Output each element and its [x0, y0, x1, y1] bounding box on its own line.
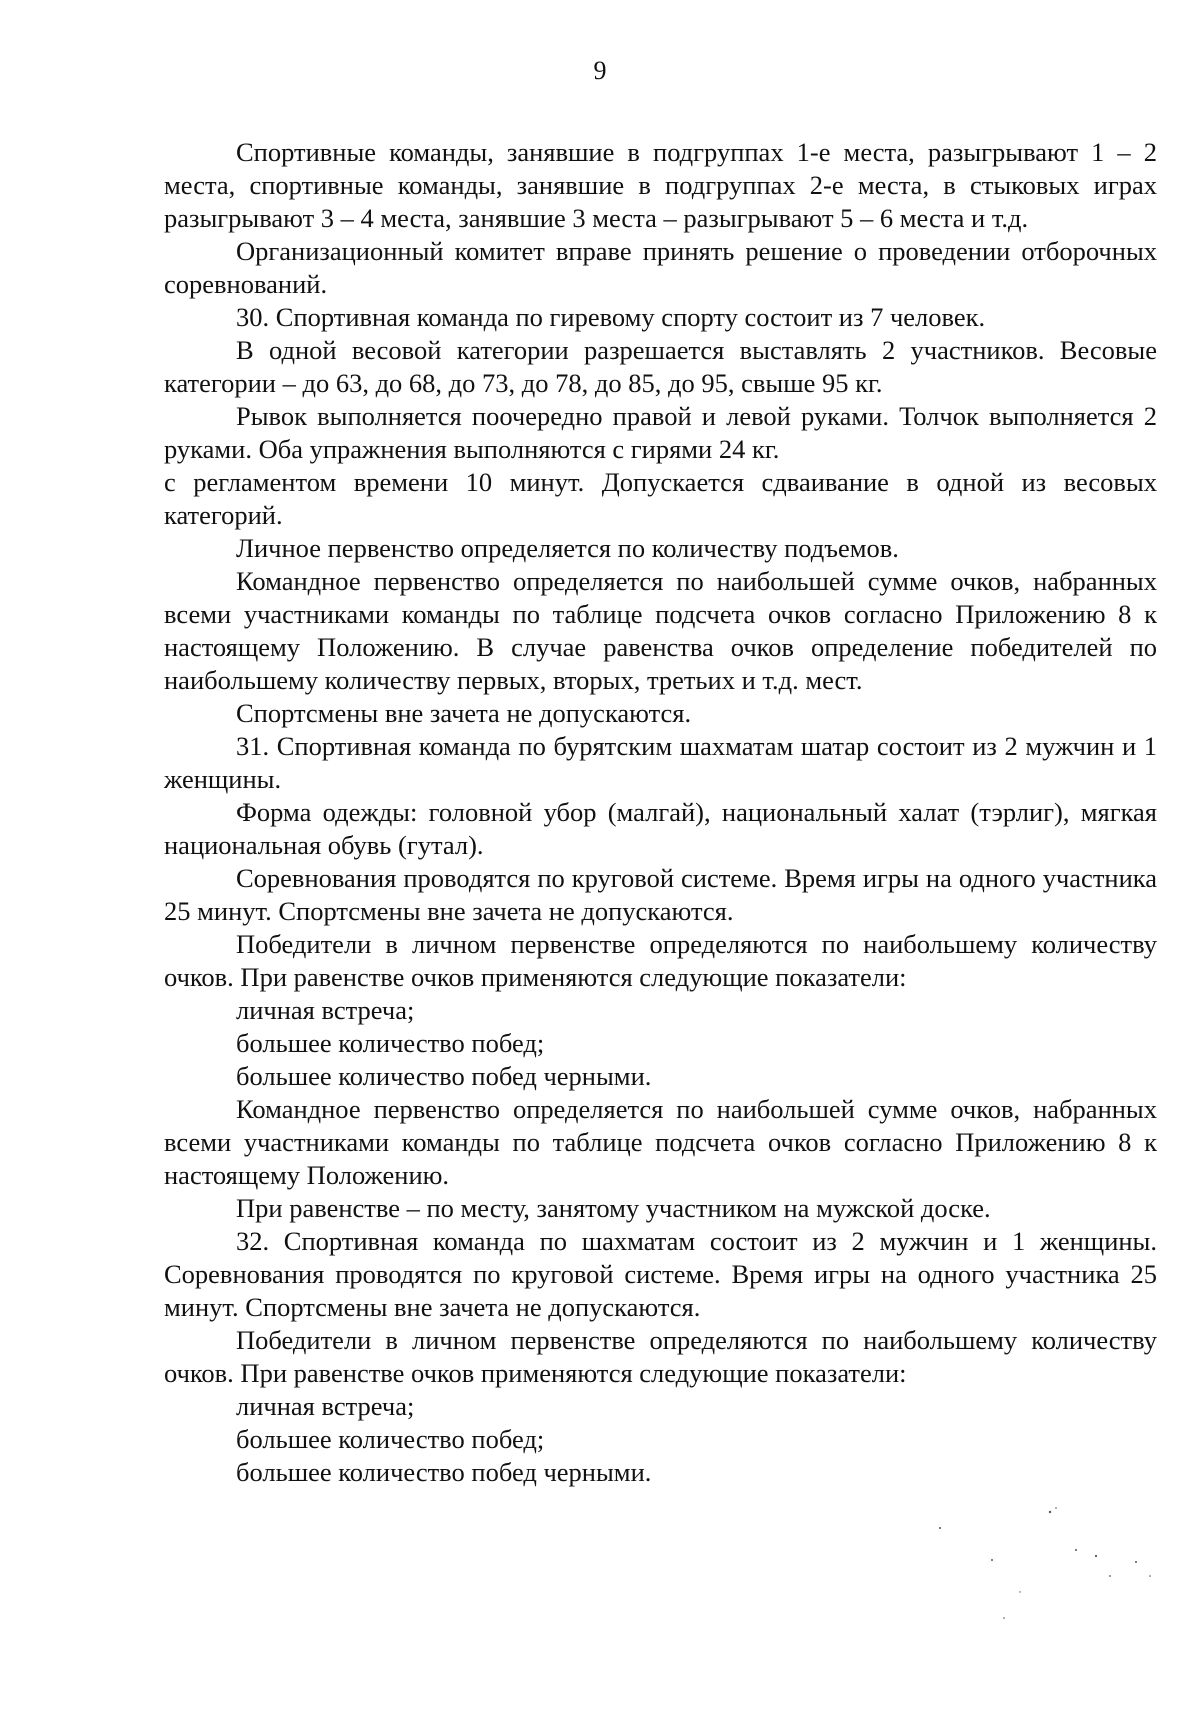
paragraph-individual-standing-lifts: Личное первенство определяется по количеству подъемов.	[236, 533, 899, 563]
paragraph-winners-shatar: Победители в личном первенстве определяются по наибольшему количеству очков. При равенстве очков применяются следующие показатели:	[164, 929, 1157, 992]
paragraph-dress-code: Форма одежды: головной убор (малгай), национальный халат (тэрлиг), мягкая национальная обувь (гутал).	[164, 797, 1157, 860]
paragraph-snatch-jerk: Рывок выполняется поочередно правой и левой руками. Толчок выполняется 2 руками. Оба упражнения выполняются с гирями 24 кг.	[164, 401, 1157, 464]
paragraph-chess-team: 32. Спортивная команда по шахматам состоит из 2 мужчин и 1 женщины. Соревнования проводятся по круговой системе. Время игры на одного участника 25 минут. Спортсмены вне зачета не допускаются.	[164, 1226, 1157, 1322]
scan-noise-specks	[900, 1480, 1160, 1650]
list-item-head-to-head-1: личная встреча;	[236, 995, 415, 1025]
paragraph-qualifying-competitions: Организационный комитет вправе принять решение о проведении отборочных соревнований.	[164, 236, 1157, 299]
list-item-head-to-head-2: личная встреча;	[236, 1391, 415, 1421]
page-number: 9	[593, 56, 607, 85]
paragraph-round-robin-shatar: Соревнования проводятся по круговой системе. Время игры на одного участника 25 минут. Спортсмены вне зачета не допускаются.	[164, 863, 1157, 926]
paragraph-team-standing-shatar: Командное первенство определяется по наибольшей сумме очков, набранных всеми участниками команды по таблице подсчета очков согласно Приложению 8 к настоящему Положению.	[164, 1094, 1157, 1190]
paragraph-no-out-of-competition-1: Спортсмены вне зачета не допускаются.	[236, 698, 692, 728]
list-item-more-wins-1: большее количество побед;	[236, 1028, 545, 1058]
paragraph-time-limit: с регламентом времени 10 минут. Допускается сдваивание в одной из весовых категорий.	[164, 467, 1157, 530]
paragraph-kettlebell-team: 30. Спортивная команда по гиревому спорту состоит из 7 человек.	[236, 302, 986, 332]
paragraph-playoff-places: Спортивные команды, занявшие в подгруппах 1-е места, разыгрывают 1 – 2 места, спортивные команды, занявшие в подгруппах 2-е места, в стыковых играх разыгрывают 3 – 4 места, занявшие 3 места – разыгрывают 5 – 6 места и т.д.	[164, 137, 1157, 233]
paragraph-shatar-team: 31. Спортивная команда по бурятским шахматам шатар состоит из 2 мужчин и 1 женщины.	[164, 731, 1157, 794]
list-item-more-wins-2: большее количество побед;	[236, 1424, 545, 1454]
list-item-more-black-wins-2: большее количество побед черными.	[236, 1457, 652, 1487]
paragraph-team-standing-kettlebell: Командное первенство определяется по наибольшей сумме очков, набранных всеми участниками команды по таблице подсчета очков согласно Приложению 8 к настоящему Положению. В случае равенства очков определение победителей по наибольшему количеству первых, вторых, третьих и т.д. мест.	[164, 566, 1157, 695]
paragraph-tiebreak-male-board: При равенстве – по месту, занятому участником на мужской доске.	[236, 1193, 991, 1223]
list-item-more-black-wins-1: большее количество побед черными.	[236, 1061, 652, 1091]
document-body	[164, 136, 1157, 1489]
paragraph-winners-chess: Победители в личном первенстве определяются по наибольшему количеству очков. При равенстве очков применяются следующие показатели:	[164, 1325, 1157, 1388]
paragraph-weight-categories: В одной весовой категории разрешается выставлять 2 участников. Весовые категории – до 63, до 68, до 73, до 78, до 85, до 95, свыше 95 кг.	[164, 335, 1157, 398]
